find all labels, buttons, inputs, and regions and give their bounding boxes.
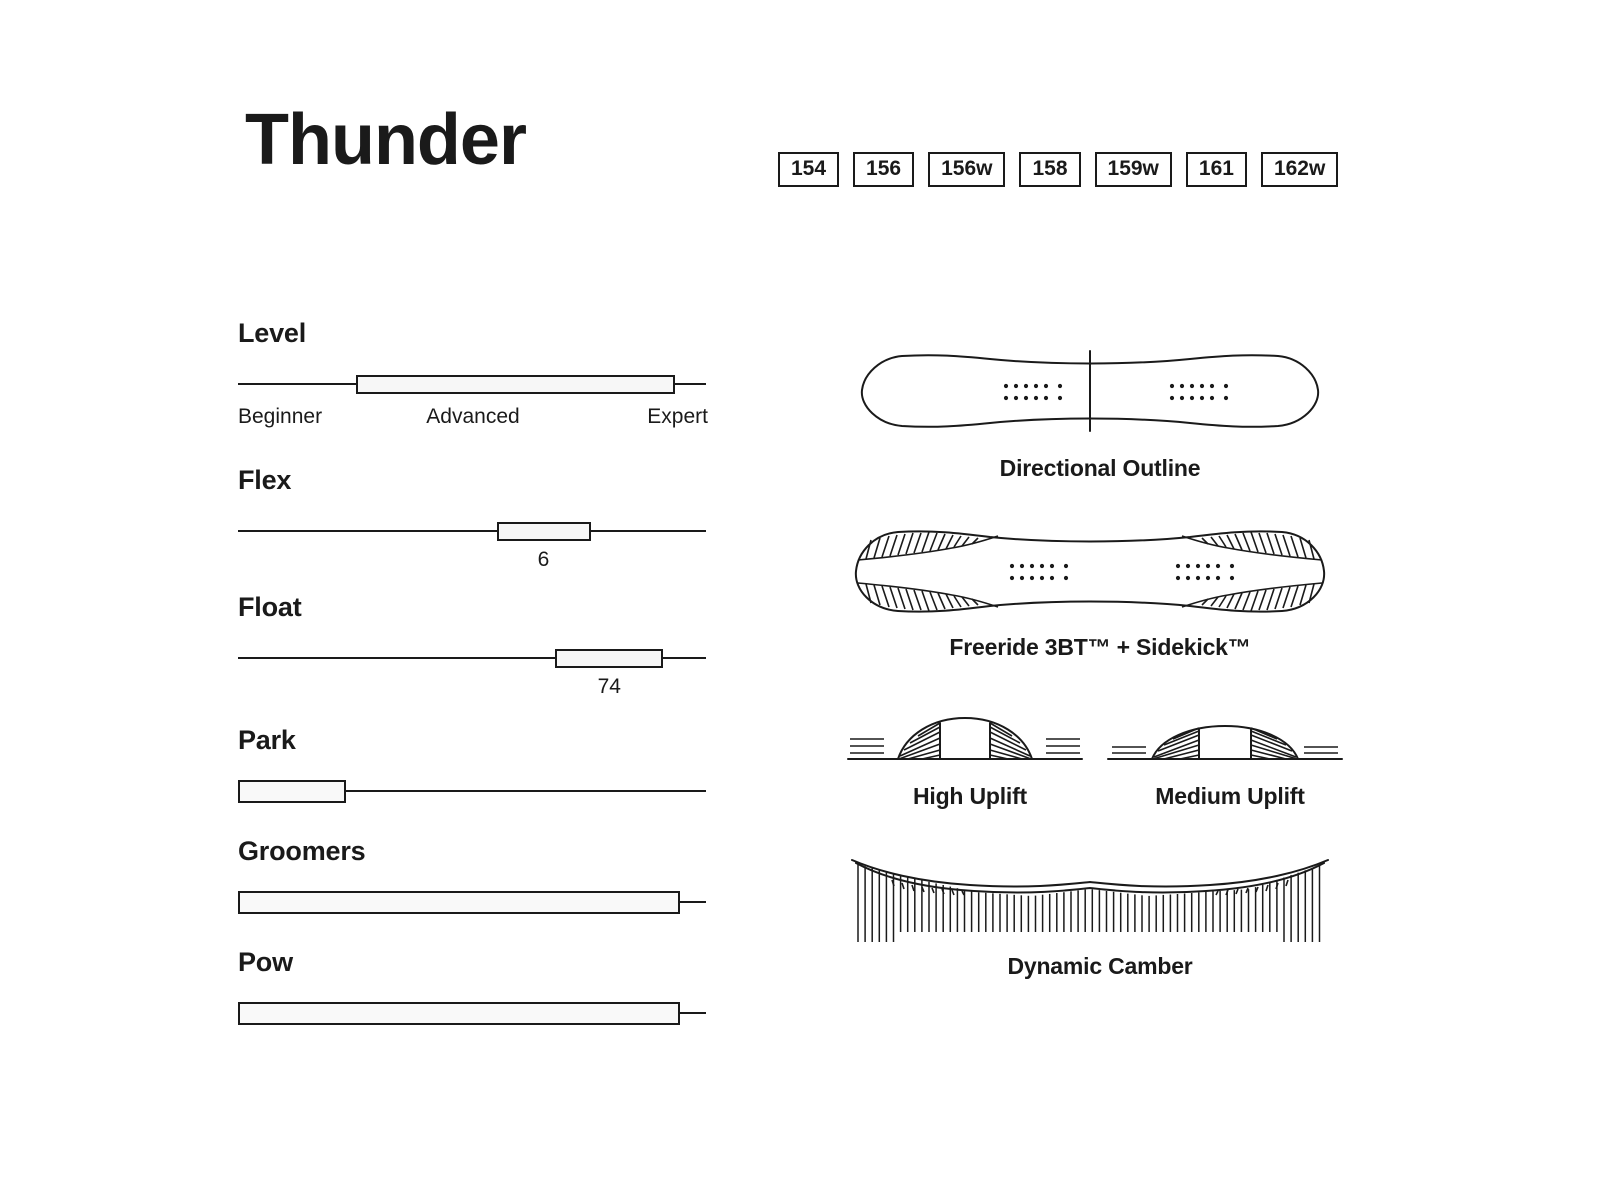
uplift-side-lines-left [1112, 747, 1146, 753]
value-marker [555, 649, 663, 668]
range-indicator [356, 375, 676, 394]
diagram-caption: Directional Outline [999, 455, 1201, 481]
size-badge-list [778, 152, 1338, 187]
uplift-high [840, 701, 1100, 771]
scale-labels [238, 405, 708, 435]
diagram-caption-medium-uplift: Medium Uplift [1155, 783, 1305, 809]
uplift-side-lines-right [1046, 739, 1080, 753]
insert-pattern-left [1010, 564, 1068, 580]
uplift-medium [1100, 701, 1360, 771]
metric-park [238, 725, 708, 804]
scale-label-advanced: Advanced [426, 405, 520, 428]
metric-level [238, 318, 708, 435]
metric-float [238, 592, 708, 698]
size-badge[interactable]: 159w [1095, 152, 1172, 187]
metric-value: 6 [537, 548, 550, 571]
diagram-caption-high-uplift: High Uplift [912, 783, 1028, 809]
metric-track[interactable] [238, 778, 708, 804]
uplift-side-lines-right [1304, 747, 1338, 753]
metric-track[interactable] [238, 518, 708, 571]
metric-track[interactable] [238, 371, 708, 397]
uplift-side-lines-left [850, 739, 884, 753]
size-badge[interactable]: 156w [928, 152, 1005, 187]
medium-uplift-icon [1100, 701, 1350, 771]
metric-label: Park [238, 725, 296, 755]
page-title: Thunder [245, 100, 526, 180]
diagram-camber [840, 848, 1360, 980]
diagram-directional-outline [840, 330, 1360, 482]
metric-value: 74 [597, 675, 621, 698]
insert-pattern-right [1176, 564, 1234, 580]
metric-track[interactable] [238, 1000, 708, 1026]
metric-groomers [238, 836, 708, 915]
metric-pow [238, 947, 708, 1026]
track-line [238, 530, 706, 532]
metric-label: Pow [238, 947, 293, 977]
size-badge[interactable]: 158 [1019, 152, 1080, 187]
insert-pattern-right [1170, 384, 1228, 400]
board-outline-icon [840, 330, 1340, 450]
camber-gap-hatching [858, 865, 1320, 943]
metric-label: Float [238, 592, 302, 622]
high-uplift-icon [840, 701, 1090, 771]
scale-label-beginner: Beginner [238, 405, 323, 428]
diagram-base-profile [840, 514, 1360, 661]
metric-flex [238, 465, 708, 571]
metric-track[interactable] [238, 889, 708, 915]
fill-indicator [238, 1002, 680, 1025]
diagram-caption: Dynamic Camber [1007, 953, 1193, 979]
size-badge[interactable]: 154 [778, 152, 839, 187]
dynamic-camber-icon [840, 848, 1340, 948]
fill-indicator [238, 780, 346, 803]
fill-indicator [238, 891, 680, 914]
metric-label: Groomers [238, 836, 366, 866]
base-tech-icon [840, 514, 1340, 629]
metrics-panel [238, 318, 708, 1052]
size-badge[interactable]: 161 [1186, 152, 1247, 187]
diagrams-panel [840, 330, 1360, 990]
value-marker [497, 522, 591, 541]
diagram-caption: Freeride 3BT™ + Sidekick™ [949, 634, 1251, 660]
metric-label: Flex [238, 465, 292, 495]
scale-label-expert: Expert [647, 405, 708, 428]
metric-track[interactable] [238, 645, 708, 698]
hatch-tip-left [892, 880, 964, 895]
metric-label: Level [238, 318, 307, 348]
insert-pattern-left [1004, 384, 1062, 400]
diagram-uplift-comparison [840, 701, 1360, 810]
size-badge[interactable]: 156 [853, 152, 914, 187]
size-badge[interactable]: 162w [1261, 152, 1338, 187]
